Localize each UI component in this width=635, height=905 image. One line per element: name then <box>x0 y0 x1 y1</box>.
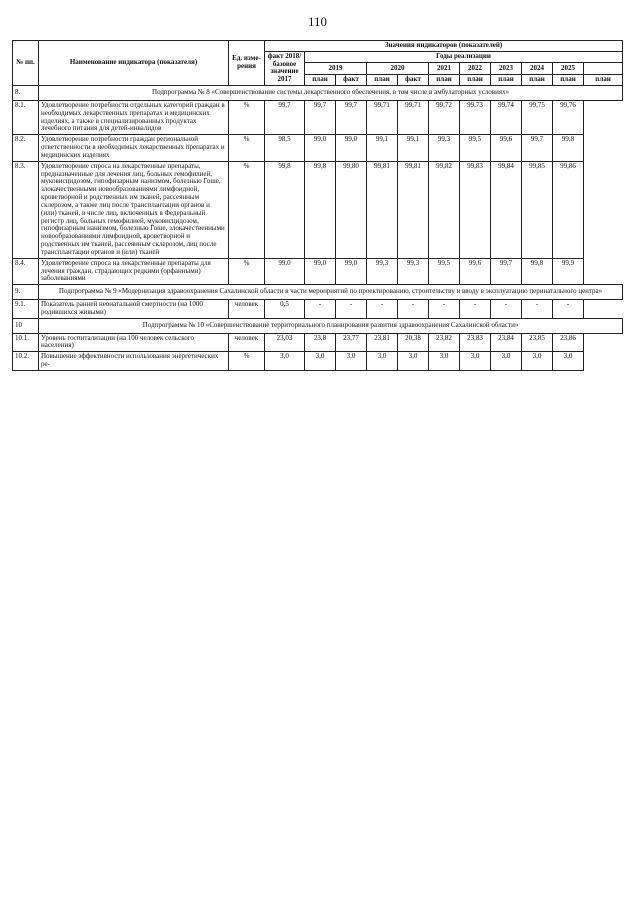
indicator-value: 99,3 <box>367 258 398 284</box>
row-number: 8.3. <box>13 161 39 258</box>
indicator-value: 3,0 <box>429 352 460 371</box>
indicator-value: 23,03 <box>265 333 305 352</box>
page-number: 110 <box>307 14 328 29</box>
indicator-unit: человек <box>229 333 265 352</box>
table-row <box>13 333 623 352</box>
indicator-value: - <box>336 300 367 319</box>
indicator-value: 3,0 <box>265 352 305 371</box>
indicator-value: 99,0 <box>336 135 367 161</box>
indicator-name: Показатель ранней неонатальной смертности (на 1000 родившихся живыми) <box>39 300 229 319</box>
indicator-value: 98,5 <box>265 135 305 161</box>
header-year-blank <box>584 63 623 74</box>
indicator-name: Повышение эффективности использования энергетических ре- <box>39 352 229 371</box>
indicator-value: - <box>398 300 429 319</box>
indicator-value: 3,0 <box>367 352 398 371</box>
indicator-value: 3,0 <box>460 352 491 371</box>
row-number: 9.1. <box>13 300 39 319</box>
indicator-value: 99,9 <box>553 258 584 284</box>
header-plan: план <box>584 74 623 85</box>
row-number: 10.1. <box>13 333 39 352</box>
header-num: № пп. <box>13 41 39 86</box>
indicator-value: 23,86 <box>553 333 584 352</box>
indicator-value: 99,75 <box>522 100 553 134</box>
indicator-value: 3,0 <box>398 352 429 371</box>
indicator-value: 99,73 <box>460 100 491 134</box>
indicator-value: - <box>367 300 398 319</box>
header-plan: план <box>367 74 398 85</box>
indicator-value: 99,71 <box>367 100 398 134</box>
row-number: 9. <box>13 285 39 300</box>
indicator-value: 99,6 <box>491 135 522 161</box>
row-number: 8. <box>13 86 39 101</box>
indicator-value: 99,1 <box>398 135 429 161</box>
indicator-name: Уровень госпитализации (на 100 человек сельского населения) <box>39 333 229 352</box>
subprogram-title: Подпрограмма № 9 «Модернизация здравоохранения Сахалинской области в части мероприятий по проектированию, строительству и вводу в эксплуатацию перинатального центра» <box>39 285 623 300</box>
indicator-value: 3,0 <box>305 352 336 371</box>
header-year-2021: 2021 <box>429 63 460 74</box>
indicator-name: Удовлетворение потребности граждан региональной ответственности в необходимых лекарственных препаратах и медицинских изделиях <box>39 135 229 161</box>
indicator-value: 99,0 <box>265 258 305 284</box>
indicator-value: - <box>553 300 584 319</box>
indicator-value: - <box>522 300 553 319</box>
indicator-value: - <box>429 300 460 319</box>
indicator-value: 99,7 <box>491 258 522 284</box>
table-row <box>13 300 623 319</box>
indicator-value: 3,0 <box>491 352 522 371</box>
indicator-value: 23,83 <box>460 333 491 352</box>
subprogram-row <box>13 86 623 101</box>
row-number: 8.4. <box>13 258 39 284</box>
indicator-value: - <box>460 300 491 319</box>
header-plan: план <box>522 74 553 85</box>
indicator-name: Удовлетворение спроса на лекарственные препараты, предназначенные для лечения лиц, больных гемофилией, муковисцидозом, гипофизарным нанизмом, болезнью Гоше, злокачественными новообразованиями лимфоидной, кроветворной и родственных им тканей, рассеянным склерозом, а также лиц после трансплантации органов и (или) тканей, в числе лиц, включенных в Федеральный регистр лиц, больных гемофилией, муковисцидозом, гипофизарным нанизмом, болезнью Гоше, злокачественными новообразованиями лимфоидной, кроветворной и родственных им тканей, рассеянным склерозом, лиц после трансплантации органов и (или) тканей <box>39 161 229 258</box>
row-number: 10 <box>13 318 39 333</box>
indicator-value: 99,85 <box>522 161 553 258</box>
indicator-value: 23,81 <box>367 333 398 352</box>
indicator-value: 99,6 <box>460 258 491 284</box>
indicator-value: 99,7 <box>265 100 305 134</box>
indicator-unit: % <box>229 100 265 134</box>
indicator-value: 3,0 <box>522 352 553 371</box>
indicator-value: 99,8 <box>265 161 305 258</box>
indicator-value: 99,84 <box>491 161 522 258</box>
row-number: 10.2. <box>13 352 39 371</box>
indicator-value: 20,38 <box>398 333 429 352</box>
indicators-table <box>12 40 623 371</box>
indicator-value: 99,72 <box>429 100 460 134</box>
header-plan: план <box>460 74 491 85</box>
indicator-value: 23,77 <box>336 333 367 352</box>
indicator-value: 23,85 <box>522 333 553 352</box>
row-number: 8.2. <box>13 135 39 161</box>
indicator-value: 99,86 <box>553 161 584 258</box>
indicator-value: 3,0 <box>336 352 367 371</box>
indicator-value: 99,8 <box>522 258 553 284</box>
indicator-value: 99,3 <box>429 135 460 161</box>
header-plan: план <box>429 74 460 85</box>
header-year-2020: 2020 <box>367 63 429 74</box>
indicator-value: 0,5 <box>265 300 305 319</box>
subprogram-row <box>13 318 623 333</box>
table-row <box>13 161 623 258</box>
header-name: Наименование индикатора (показателя) <box>39 41 229 86</box>
subprogram-title: Подпрограмма № 10 «Совершенствование территориального планирования развития здравоохранения Сахалинской области» <box>39 318 623 333</box>
header-year-2025: 2025 <box>553 63 584 74</box>
indicator-value: 99,7 <box>336 100 367 134</box>
header-fact: факт <box>336 74 367 85</box>
header-year-2023: 2023 <box>491 63 522 74</box>
indicator-value: 99,81 <box>367 161 398 258</box>
table-row <box>13 135 623 161</box>
indicator-name: Удовлетворение потребности отдельных категорий граждан в необходимых лекарственных препаратах и медицинских изделиях, а также в специализированных продуктах лечебного питания для детей-инвалидов <box>39 100 229 134</box>
header-plan: план <box>491 74 522 85</box>
indicator-value: 99,7 <box>522 135 553 161</box>
indicator-value: 99,71 <box>398 100 429 134</box>
indicator-value: 3,0 <box>553 352 584 371</box>
subprogram-title: Подпрограмма № 8 «Совершенствование системы лекарственного обеспечения, в том числе в амбулаторных условиях» <box>39 86 623 101</box>
subprogram-row <box>13 285 623 300</box>
table-row <box>13 258 623 284</box>
indicator-unit: % <box>229 135 265 161</box>
table-row <box>13 100 623 134</box>
header-fact: факт <box>398 74 429 85</box>
header-year-2024: 2024 <box>522 63 553 74</box>
indicator-value: - <box>491 300 522 319</box>
header-years-group: Годы реализации <box>305 51 623 62</box>
indicator-unit: % <box>229 352 265 371</box>
row-number: 8.1. <box>13 100 39 134</box>
indicator-value: 99,1 <box>367 135 398 161</box>
indicator-value: 99,81 <box>398 161 429 258</box>
header-values-group: Значения индикаторов (показателей) <box>265 41 623 52</box>
indicator-value: 99,76 <box>553 100 584 134</box>
indicator-value: 99,83 <box>460 161 491 258</box>
indicator-value: 99,8 <box>305 161 336 258</box>
indicator-value: 99,0 <box>305 258 336 284</box>
table-header <box>13 41 623 86</box>
indicator-unit: человек <box>229 300 265 319</box>
indicator-unit: % <box>229 258 265 284</box>
indicator-value: - <box>305 300 336 319</box>
indicator-value: 99,5 <box>460 135 491 161</box>
header-plan: план <box>305 74 336 85</box>
header-plan: план <box>553 74 584 85</box>
indicator-value: 23,84 <box>491 333 522 352</box>
indicator-unit: % <box>229 161 265 258</box>
header-base: факт 2018/ базовое значение 2017 <box>265 51 305 85</box>
indicator-value: 99,8 <box>553 135 584 161</box>
indicator-value: 99,80 <box>336 161 367 258</box>
table-row <box>13 352 623 371</box>
table-body <box>13 86 623 371</box>
indicator-value: 99,82 <box>429 161 460 258</box>
indicator-value: 99,3 <box>398 258 429 284</box>
indicator-value: 99,0 <box>305 135 336 161</box>
header-year-2019: 2019 <box>305 63 367 74</box>
indicator-value: 99,5 <box>429 258 460 284</box>
header-year-2022: 2022 <box>460 63 491 74</box>
indicator-value: 99,74 <box>491 100 522 134</box>
header-unit: Ед. изме- рения <box>229 41 265 86</box>
indicator-value: 23,82 <box>429 333 460 352</box>
indicator-value: 99,7 <box>305 100 336 134</box>
indicator-value: 23,8 <box>305 333 336 352</box>
indicator-name: Удовлетворение спроса на лекарственные препараты для лечения граждан, страдающих редкими (орфанными) заболеваниями <box>39 258 229 284</box>
indicator-value: 99,0 <box>336 258 367 284</box>
